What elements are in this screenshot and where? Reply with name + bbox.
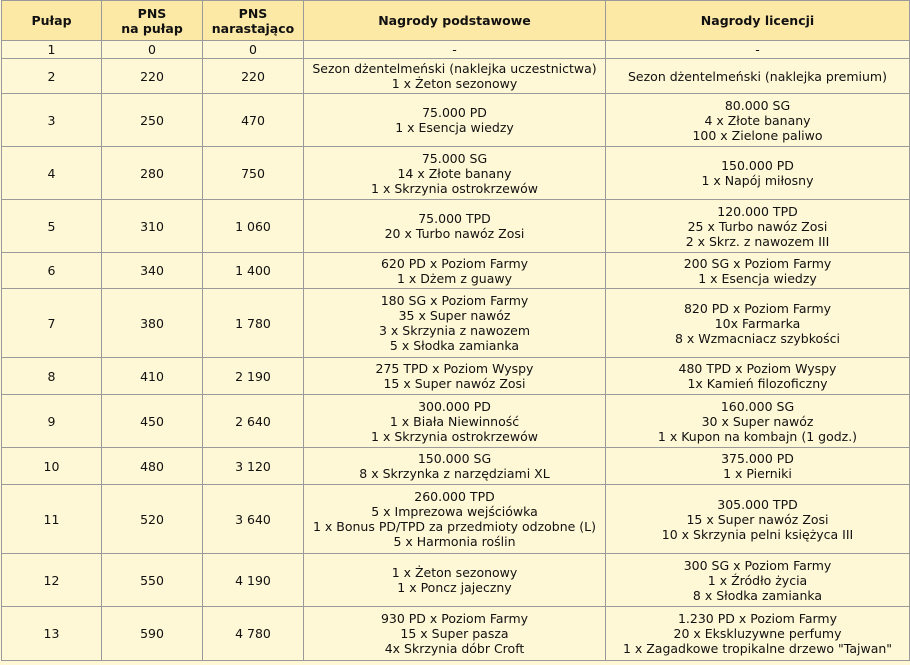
reward-line: 1 x Esencja wiedzy <box>698 270 817 286</box>
license-rewards-cell <box>606 395 910 448</box>
reward-line: 1 x Biała Niewinność <box>389 413 520 429</box>
reward-line: 10x Farmarka <box>714 315 801 331</box>
reward-line: 80.000 SG <box>724 97 791 113</box>
basic-rewards-cell <box>304 200 606 253</box>
level-cell: 10 <box>2 448 102 485</box>
cumulative-cell: 1 060 <box>203 200 304 253</box>
reward-line: 1 x Esencja wiedzy <box>395 120 514 135</box>
reward-line: 5 x Imprezowa wejściówka <box>371 504 538 519</box>
pns-cell: 280 <box>102 147 203 200</box>
level-cell: 9 <box>2 395 102 448</box>
basic-rewards-cell <box>304 448 606 485</box>
pns-cell: 450 <box>102 395 203 448</box>
table-row <box>2 607 910 661</box>
pns-cell: 380 <box>102 289 203 358</box>
basic-rewards-cell <box>304 41 606 59</box>
basic-rewards-cell <box>304 607 606 661</box>
pns-cell: 340 <box>102 253 203 289</box>
reward-line: 20 x Ekskluzywne perfumy <box>673 626 842 641</box>
header-pns-label: PNS na pułap <box>121 5 183 36</box>
cumulative-cell: 3 640 <box>203 485 304 554</box>
reward-line: 35 x Super nawóz <box>398 308 511 323</box>
license-rewards-cell <box>606 485 910 554</box>
license-rewards-cell <box>606 59 910 94</box>
reward-line: 1 x Skrzynia ostrokrzewów <box>371 180 538 196</box>
reward-line: - <box>452 42 457 57</box>
pns-cell: 590 <box>102 607 203 661</box>
reward-line: 620 PD x Poziom Farmy <box>380 255 529 271</box>
reward-line: 20 x Turbo nawóz Zosi <box>384 226 525 241</box>
reward-line: 200 SG x Poziom Farmy <box>683 255 832 271</box>
cumulative-cell: 470 <box>203 94 304 147</box>
license-rewards-cell <box>606 358 910 395</box>
table-row <box>2 485 910 554</box>
reward-line: 8 x Skrzynka z narzędziami XL <box>359 466 550 481</box>
reward-line: 160.000 SG <box>720 398 795 414</box>
table-row <box>2 147 910 200</box>
reward-line: 300.000 PD <box>418 398 491 414</box>
cumulative-cell: 220 <box>203 59 304 94</box>
reward-line: 10 x Skrzynia pelni księżyca III <box>661 526 854 542</box>
level-cell: 11 <box>2 485 102 554</box>
level-cell: 1 <box>2 41 102 59</box>
level-cell: 3 <box>2 94 102 147</box>
table-row <box>2 59 910 94</box>
table-row <box>2 289 910 358</box>
reward-line: 180 SG x Poziom Farmy <box>380 293 529 308</box>
reward-line: 375.000 PD <box>721 451 794 466</box>
reward-line: 260.000 TPD <box>414 489 495 504</box>
reward-line: 1 x Kupon na kombajn (1 godz.) <box>657 428 858 444</box>
basic-rewards-cell <box>304 147 606 200</box>
reward-line: 5 x Słodka zamianka <box>389 338 520 353</box>
level-cell: 6 <box>2 253 102 289</box>
table-row <box>2 41 910 59</box>
reward-line: 1 x Bonus PD/TPD za przedmioty odzobne (L) <box>312 519 597 534</box>
reward-line: 1 x Źródło życia <box>707 572 808 588</box>
reward-line: 15 x Super nawóz Zosi <box>686 511 829 527</box>
reward-line: 30 x Super nawóz <box>701 413 814 429</box>
reward-line: 1 x Pierniki <box>723 466 792 481</box>
reward-line: 8 x Słodka zamianka <box>692 587 823 603</box>
reward-line: 1 x Żeton sezonowy <box>391 565 518 580</box>
table-row <box>2 358 910 395</box>
reward-line: 75.000 PD <box>422 105 487 120</box>
header-level <box>2 1 102 41</box>
basic-rewards-cell <box>304 485 606 554</box>
level-cell: 8 <box>2 358 102 395</box>
reward-line: 305.000 TPD <box>717 496 798 512</box>
reward-line: 4x Skrzynia dóbr Croft <box>384 641 525 656</box>
cumulative-cell: 0 <box>203 41 304 59</box>
reward-line: - <box>755 42 760 57</box>
header-basic-label: Nagrody podstawowe <box>378 13 531 28</box>
license-rewards-cell <box>606 94 910 147</box>
pns-cell: 250 <box>102 94 203 147</box>
cumulative-cell: 4 780 <box>203 607 304 661</box>
table-row <box>2 448 910 485</box>
pns-cell: 550 <box>102 554 203 607</box>
basic-rewards-cell <box>304 253 606 289</box>
basic-rewards-cell <box>304 358 606 395</box>
license-rewards-cell <box>606 147 910 200</box>
reward-line: 8 x Wzmacniacz szybkości <box>674 330 841 346</box>
pns-cell: 480 <box>102 448 203 485</box>
license-rewards-cell <box>606 554 910 607</box>
reward-line: 275 TPD x Poziom Wyspy <box>375 361 534 376</box>
cumulative-cell: 750 <box>203 147 304 200</box>
reward-line: 1 x Zagadkowe tropikalne drzewo "Tajwan" <box>622 641 893 656</box>
pns-cell: 310 <box>102 200 203 253</box>
level-cell: 13 <box>2 607 102 661</box>
reward-line: 1.230 PD x Poziom Farmy <box>677 611 838 626</box>
header-basic-rewards <box>304 1 606 41</box>
rewards-table <box>1 0 910 661</box>
table-row <box>2 395 910 448</box>
reward-line: 4 x Złote banany <box>704 112 811 128</box>
level-cell: 5 <box>2 200 102 253</box>
reward-line: Sezon dżentelmeński (naklejka uczestnictwa) <box>312 61 597 76</box>
pns-cell: 220 <box>102 59 203 94</box>
cumulative-cell: 1 780 <box>203 289 304 358</box>
cumulative-cell: 3 120 <box>203 448 304 485</box>
license-rewards-cell <box>606 448 910 485</box>
cumulative-cell: 2 640 <box>203 395 304 448</box>
level-cell: 7 <box>2 289 102 358</box>
cumulative-cell: 4 190 <box>203 554 304 607</box>
reward-line: 480 TPD x Poziom Wyspy <box>678 361 837 376</box>
pns-cell: 520 <box>102 485 203 554</box>
reward-line: 150.000 SG <box>417 451 492 466</box>
pns-cell: 410 <box>102 358 203 395</box>
basic-rewards-cell <box>304 395 606 448</box>
cumulative-cell: 1 400 <box>203 253 304 289</box>
reward-line: 930 PD x Poziom Farmy <box>380 611 529 626</box>
header-cumulative <box>203 1 304 41</box>
header-row <box>2 1 910 41</box>
table-row <box>2 94 910 147</box>
reward-line: 15 x Super pasza <box>400 626 509 641</box>
license-rewards-cell <box>606 607 910 661</box>
level-cell: 2 <box>2 59 102 94</box>
table-row <box>2 253 910 289</box>
header-license-label: Nagrody licencji <box>700 13 815 28</box>
reward-line: 2 x Skrz. z nawozem III <box>685 233 830 249</box>
header-level-label: Pułap <box>31 13 72 28</box>
reward-line: 75.000 SG <box>421 150 488 166</box>
reward-line: 100 x Zielone paliwo <box>692 127 823 143</box>
reward-line: 1 x Poncz jajeczny <box>397 580 512 595</box>
license-rewards-cell <box>606 41 910 59</box>
reward-line: 820 PD x Poziom Farmy <box>683 300 832 316</box>
basic-rewards-cell <box>304 94 606 147</box>
basic-rewards-cell <box>304 289 606 358</box>
header-cumulative-label: PNS narastająco <box>211 5 295 36</box>
reward-line: 15 x Super nawóz Zosi <box>383 376 526 391</box>
basic-rewards-cell <box>304 554 606 607</box>
reward-line: 5 x Harmonia roślin <box>393 534 516 549</box>
reward-line: 14 x Złote banany <box>397 165 512 181</box>
level-cell: 12 <box>2 554 102 607</box>
reward-line: 150.000 PD <box>721 158 794 173</box>
pns-cell: 0 <box>102 41 203 59</box>
table-row <box>2 554 910 607</box>
reward-line: 1 x Skrzynia ostrokrzewów <box>371 428 538 444</box>
header-license-rewards <box>606 1 910 41</box>
table-row <box>2 200 910 253</box>
reward-line: 1 x Żeton sezonowy <box>391 76 518 91</box>
reward-line: 75.000 TPD <box>418 211 491 226</box>
reward-line: 3 x Skrzynia z nawozem <box>378 323 530 338</box>
reward-line: 1x Kamień filozoficzny <box>687 376 828 391</box>
level-cell: 4 <box>2 147 102 200</box>
reward-line: Sezon dżentelmeński (naklejka premium) <box>628 68 887 84</box>
basic-rewards-cell <box>304 59 606 94</box>
license-rewards-cell <box>606 289 910 358</box>
license-rewards-cell <box>606 253 910 289</box>
reward-line: 1 x Napój miłosny <box>701 173 814 188</box>
reward-line: 25 x Turbo nawóz Zosi <box>687 218 828 234</box>
license-rewards-cell <box>606 200 910 253</box>
table-body <box>2 41 910 661</box>
reward-line: 1 x Dżem z guawy <box>397 270 512 286</box>
reward-line: 300 SG x Poziom Farmy <box>683 557 832 573</box>
cumulative-cell: 2 190 <box>203 358 304 395</box>
reward-line: 120.000 TPD <box>717 203 798 219</box>
header-pns <box>102 1 203 41</box>
